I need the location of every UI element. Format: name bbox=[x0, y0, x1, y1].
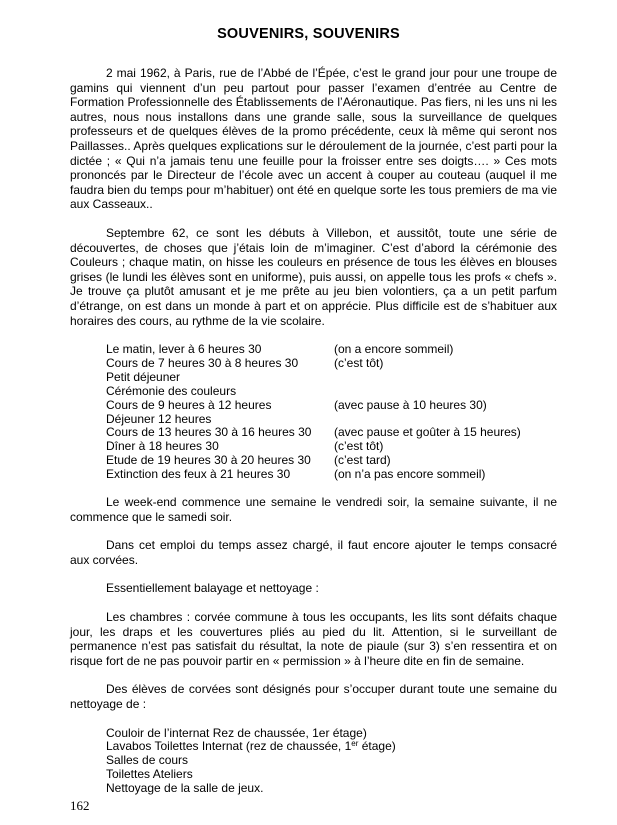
chores-list bbox=[70, 726, 557, 795]
schedule-row: Cours de 13 heures 30 à 16 heures 30 (avec pause et goûter à 15 heures) bbox=[106, 425, 521, 440]
schedule-row: Déjeuner 12 heures bbox=[106, 411, 212, 426]
paragraph-eleves-corvees: Des élèves de corvées sont désignés pour s’occuper durant toute une semaine du nettoyage de : bbox=[70, 682, 557, 711]
schedule-row: Extinction des feux à 21 heures 30 (on n’a pas encore sommeil) bbox=[106, 467, 486, 482]
page-number: 162 bbox=[70, 798, 90, 813]
list-item: Couloir de l’internat Rez de chaussée, 1er étage) bbox=[106, 725, 367, 740]
list-item: Toilettes Ateliers bbox=[106, 767, 193, 782]
schedule-list bbox=[70, 342, 557, 481]
paragraph-exam-day: 2 mai 1962, à Paris, rue de l’Abbé de l’Épée, c’est le grand jour pour une troupe de gamins qui viennent d’un peu partout pour passer l’examen d’entrée au Centre de Formation Professionnelle des Établissements de l’Aéronautique. Pas fiers, ni les uns ni les autres, nous nous installons dans une grande salle, sous la surveillance de quelques professeurs et de quelques élèves de la promo précédente, ceux là même qui seront nos Paillasses.. Après quelques explications sur le déroulement de la journée, c’est parti pour la dictée ; « Qui n’a jamais tenu une feuille pour la froisser entre ses doigts…. » Ces mots prononcés par le Directeur de l’école avec un accent à couper au couteau (auquel il me faudra bien du temps pour m’habituer) ont été en quelque sorte les tous premiers de ma vie aux Casseaux.. bbox=[70, 66, 557, 212]
page-title: SOUVENIRS, SOUVENIRS bbox=[217, 26, 400, 42]
schedule-row: Cours de 9 heures à 12 heures (avec pause à 10 heures 30) bbox=[106, 397, 487, 412]
schedule-row: Le matin, lever à 6 heures 30 (on a encore sommeil) bbox=[106, 342, 454, 357]
schedule-row: Cérémonie des couleurs bbox=[106, 383, 237, 398]
schedule-row: Dîner à 18 heures 30 (c’est tôt) bbox=[106, 439, 384, 454]
schedule-row: Cours de 7 heures 30 à 8 heures 30 (c’est tôt) bbox=[106, 355, 384, 370]
list-item: Lavabos Toilettes Internat (rez de chaussée, 1er étage) bbox=[106, 739, 396, 754]
schedule-row: Petit déjeuner bbox=[106, 369, 181, 384]
paragraph-chambres: Les chambres : corvée commune à tous les occupants, les lits sont défaits chaque jour, les draps et les couvertures pliés au pied du lit. Attention, si le surveillant de permanence n’est pas satisfait du résultat, la note de piaule (sur 3) s’en ressentira et on risque fort de ne pas pouvoir partir en « permission » à l’heure dite en fin de semaine. bbox=[70, 609, 557, 668]
list-item: Salles de cours bbox=[106, 753, 189, 768]
schedule-row: Etude de 19 heures 30 à 20 heures 30 (c’est tard) bbox=[106, 453, 391, 468]
paragraph-corvees: Dans cet emploi du temps assez chargé, il faut encore ajouter le temps consacré aux corvées. bbox=[70, 538, 557, 567]
paragraph-weekend: Le week-end commence une semaine le vendredi soir, la semaine suivante, il ne commence que le samedi soir. bbox=[70, 495, 557, 524]
paragraph-villebon: Septembre 62, ce sont les débuts à Villebon, et aussitôt, toute une série de découvertes, de choses que j’étais loin de m’imaginer. C’est d’abord la cérémonie des Couleurs ; chaque matin, on hisse les couleurs en présence de tous les élèves en blouses grises (le lundi les élèves sont en uniforme), puis aussi, on appelle tous les profs « chefs ». Je trouve ça plutôt amusant et je me prête au jeu bien volontiers, ça a un petit parfum d’étrange, on est dans un monde à part et on apprécie. Plus difficile est de s’habituer aux horaires des cours, au rythme de la vie scolaire. bbox=[70, 225, 557, 328]
paragraph-balayage: Essentiellement balayage et nettoyage : bbox=[106, 581, 319, 596]
document-body bbox=[70, 66, 557, 795]
list-item: Nettoyage de la salle de jeux. bbox=[106, 781, 264, 796]
